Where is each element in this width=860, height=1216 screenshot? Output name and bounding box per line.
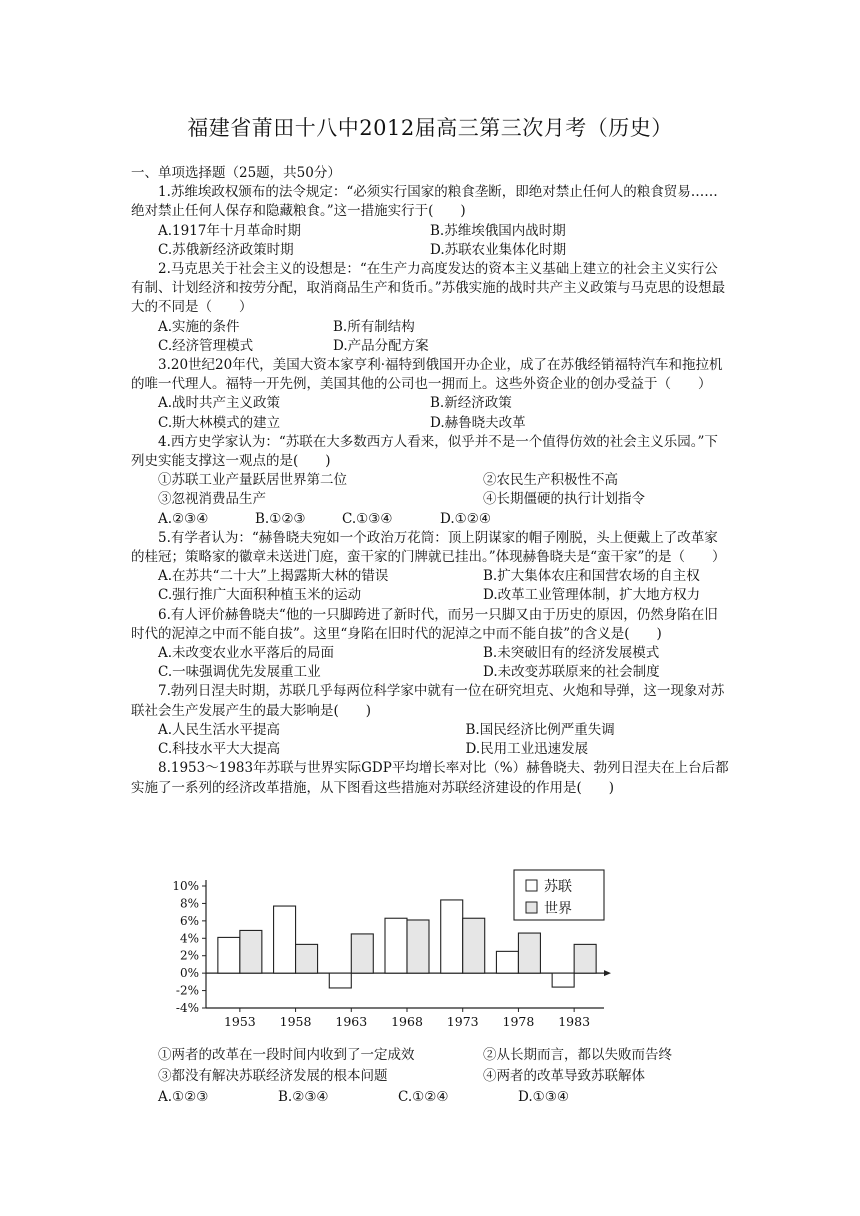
option[interactable]: D.民用工业迅速发展 [465,741,589,758]
option[interactable]: C.①②④ [398,1089,449,1105]
option[interactable]: A.人民生活水平提高 [158,721,281,738]
bar-world [296,944,318,973]
options-row [131,663,731,682]
question-stem: 3.20世纪20年代，美国大资本家亨利·福特到俄国开办企业，成了在苏俄经销福特汽车和拖拉机的唯一代理人。福特一开先例，美国其他的公司也一拥而上。这些外资企业的创办受益于（ ） [131,357,723,393]
option[interactable]: B.未突破旧有的经济发展模式 [483,645,660,662]
option[interactable]: B.扩大集体农庄和国营农场的自主权 [483,568,700,585]
bar-ussr [274,906,296,973]
bar-ussr [496,951,518,973]
option[interactable]: D.产品分配方案 [333,337,429,354]
options-row [131,740,731,759]
option[interactable]: B.国民经济比例严重失调 [465,721,615,738]
numbered-item: ②从长期而言，都以失败而告终 [483,1047,672,1063]
options-row [131,241,731,260]
gdp-growth-bar-chart [158,864,618,1038]
option[interactable]: C.①③④ [342,510,393,527]
legend-label: 苏联 [544,879,572,895]
x-tick-label: 1978 [502,1014,535,1029]
bar-world [518,933,540,973]
y-tick-label: 6% [179,913,199,928]
y-tick-label: 0% [179,966,199,981]
bar-ussr [441,900,463,973]
question-stem: 2.马克思关于社会主义的设想是：“在生产力高度发达的资本主义基础上建立的社会主义实行公有制、计划经济和按劳分配，取消商品生产和货币。”苏俄实施的战时共产主义政策与马克思的设想最大的不同是（ ） [131,261,726,316]
option[interactable]: D.①③④ [518,1089,569,1105]
option[interactable]: B.②③④ [278,1089,329,1105]
option[interactable]: C.经济管理模式 [158,337,254,354]
option[interactable]: A.在苏共“二十大”上揭露斯大林的错误 [158,568,389,585]
question-stem: 4.西方史学家认为：“苏联在大多数西方人看来，似乎并不是一个值得仿效的社会主义乐园。”下列史实能支撑这一观点的是( ) [131,433,718,470]
question-8-tail [131,1045,731,1108]
option[interactable]: D.改革工业管理体制，扩大地方权力 [483,587,701,604]
x-tick-label: 1958 [279,1014,312,1029]
axis-arrow-icon [604,970,611,976]
option[interactable]: A.实施的条件 [158,318,240,335]
options-row [131,510,731,529]
options-row [131,644,731,663]
bar-world [463,918,485,973]
option[interactable]: D.①②④ [440,510,491,527]
option[interactable]: C.科技水平大大提高 [158,741,281,758]
option[interactable]: A.①②③ [158,1089,209,1105]
option[interactable]: A.未改变农业水平落后的局面 [158,645,335,662]
y-tick-label: 10% [172,879,199,893]
options-row [131,586,731,605]
question-stem: 8.1953～1983年苏联与世界实际GDP平均增长率对比（%）赫鲁晓夫、勃列日涅夫在上台后都实施了一系列的经济改革措施，从下图看这些措施对苏联经济建设的作用是( ) [131,760,729,796]
question-stem: 1.苏维埃政权颁布的法令规定：“必须实行国家的粮食垄断，即绝对禁止任何人的粮食贸易……绝对禁止任何人保存和隐藏粮食。”这一措施实行于( ) [131,184,718,220]
options-row [131,414,731,433]
option[interactable]: C.斯大林模式的建立 [158,414,281,431]
bar-world [240,930,262,973]
question-stem: 5.有学者认为：“赫鲁晓夫宛如一个政治万花筒：顶上阴谋家的帽子刚脱，头上便戴上了改革家的桂冠；策略家的徽章未送进门庭，蛮干家的门牌就已挂出。”体现赫鲁晓夫是“蛮干家”的是（ ） [131,529,726,566]
bar-ussr [552,973,574,987]
bar-ussr [385,918,407,973]
chart-legend [514,870,604,920]
y-tick-label: -4% [175,1001,199,1015]
legend-swatch [526,880,537,891]
legend-swatch [526,902,537,913]
option[interactable]: D.苏联农业集体化时期 [430,241,567,258]
option[interactable]: A.②③④ [158,510,209,527]
numbered-item: ①苏联工业产量跃居世界第二位 [158,472,347,489]
page-title: 福建省莆田十八中2012届高三第三次月考（历史） [187,116,673,140]
bar-world [574,944,596,973]
x-tick-label: 1963 [335,1014,368,1029]
bar-world [407,920,429,973]
option[interactable]: C.一味强调优先发展重工业 [158,664,321,681]
numbered-item: ④两者的改革导致苏联解体 [483,1068,645,1084]
bar-ussr [218,937,240,973]
option[interactable]: C.强行推广大面积种植玉米的运动 [158,587,362,604]
options-row [131,567,731,586]
option[interactable]: A.1917年十月革命时期 [158,222,301,239]
options-row [131,721,731,740]
y-tick-label: -2% [175,983,199,998]
option[interactable]: B.苏维埃俄国内战时期 [430,222,566,239]
bar-ussr [329,973,351,988]
numbered-item: ①两者的改革在一段时间内收到了一定成效 [158,1047,415,1063]
section-heading: 一、单项选择题（25题，共50分） [131,165,341,181]
numbered-item: ③忽视消费品生产 [158,491,266,508]
x-tick-label: 1953 [223,1014,256,1029]
numbered-item: ②农民生产积极性不高 [483,472,618,489]
options-row [131,318,731,337]
numbered-item: ④长期僵硬的执行计划指令 [483,491,645,508]
x-tick-label: 1973 [446,1014,479,1029]
items-row [131,1066,731,1087]
options-row [131,394,731,413]
options-row [131,222,731,241]
y-tick-label: 8% [179,896,199,911]
option[interactable]: D.未改变苏联原来的社会制度 [483,664,660,681]
legend-label: 世界 [544,901,572,917]
options-row [131,337,731,356]
items-row [131,490,731,509]
x-tick-label: 1983 [558,1014,591,1029]
bar-world [351,934,373,973]
numbered-item: ③都没有解决苏联经济发展的根本问题 [158,1068,388,1084]
option[interactable]: B.①②③ [255,510,306,527]
x-tick-label: 1968 [391,1014,423,1029]
y-tick-label: 2% [179,948,199,963]
question-body [131,164,731,798]
y-tick-label: 4% [179,931,199,946]
option[interactable]: D.赫鲁晓夫改革 [430,414,526,431]
items-row [131,471,731,490]
question-stem: 6.有人评价赫鲁晓夫“他的一只脚跨进了新时代，而另一只脚又由于历史的原因，仍然身陷在旧时代的泥淖之中而不能自拔”。这里“身陷在旧时代的泥淖之中而不能自拔”的含义是( ) [131,606,718,642]
option[interactable]: B.所有制结构 [333,318,415,335]
options-row [131,1087,731,1108]
option[interactable]: A.战时共产主义政策 [158,395,281,412]
option[interactable]: B.新经济政策 [430,395,512,412]
question-stem: 7.勃列日涅夫时期，苏联几乎每两位科学家中就有一位在研究坦克、火炮和导弹，这一现象对苏联社会生产发展产生的最大影响是( ) [131,683,725,719]
items-row [131,1045,731,1066]
option[interactable]: C.苏俄新经济政策时期 [158,241,294,258]
